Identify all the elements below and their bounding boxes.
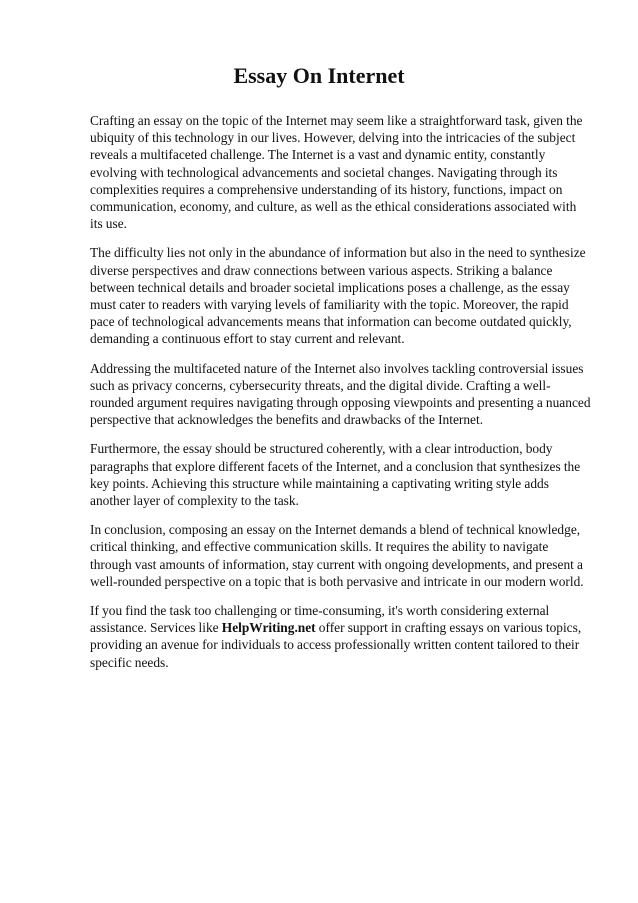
paragraph-6-after: offer support in crafting essays on various topics, providing an avenue for individuals to access professionally written content tailored to their specific needs.	[90, 620, 582, 670]
paragraph-1: Crafting an essay on the topic of the Internet may seem like a straightforward task, given the ubiquity of this technology in our lives. However, delving into the intricacies of the subject reveals a multifaceted challenge. The Internet is a vast and dynamic entity, constantly evolving with technological advancements and societal changes. Navigating through its complexities requires a comprehensive understanding of its history, functions, impact on communication, economy, and culture, as well as the ethical considerations associated with its use.	[90, 113, 583, 232]
document-title: Essay On Internet	[233, 63, 405, 88]
paragraph-6-before: If you find the task too challenging or time-consuming, it's worth considering external assistance. Services like	[90, 603, 550, 636]
paragraph-3: Addressing the multifaceted nature of the Internet also involves tackling controversial issues such as privacy concerns, cybersecurity threats, and the digital divide. Crafting a well-rounded argument requires navigating through opposing viewpoints and presenting a nuanced perspective that acknowledges the benefits and drawbacks of the Internet.	[90, 360, 591, 428]
service-name: HelpWriting.net	[221, 620, 316, 636]
paragraph-4: Furthermore, the essay should be structured coherently, with a clear introduction, body paragraphs that explore different facets of the Internet, and a conclusion that synthesizes the key points. Achieving this structure while maintaining a captivating writing style adds another layer of complexity to the task.	[90, 441, 581, 509]
paragraph-5: In conclusion, composing an essay on the Internet demands a blend of technical knowledge, critical thinking, and effective communication skills. It requires the ability to navigate through vast amounts of information, stay current with ongoing developments, and present a well-rounded perspective on a topic that is both pervasive and intricate in our modern world.	[90, 522, 584, 589]
paragraph-2: The difficulty lies not only in the abundance of information but also in the need to synthesize diverse perspectives and draw connections between various aspects. Striking a balance between technical details and broader societal implications poses a challenge, as the essay must cater to readers with varying levels of familiarity with the topic. Moreover, the rapid pace of technological advancements means that information can become outdated quickly, demanding a continuous effort to stay current and relevant.	[90, 245, 586, 347]
paragraph-6	[90, 602, 592, 671]
